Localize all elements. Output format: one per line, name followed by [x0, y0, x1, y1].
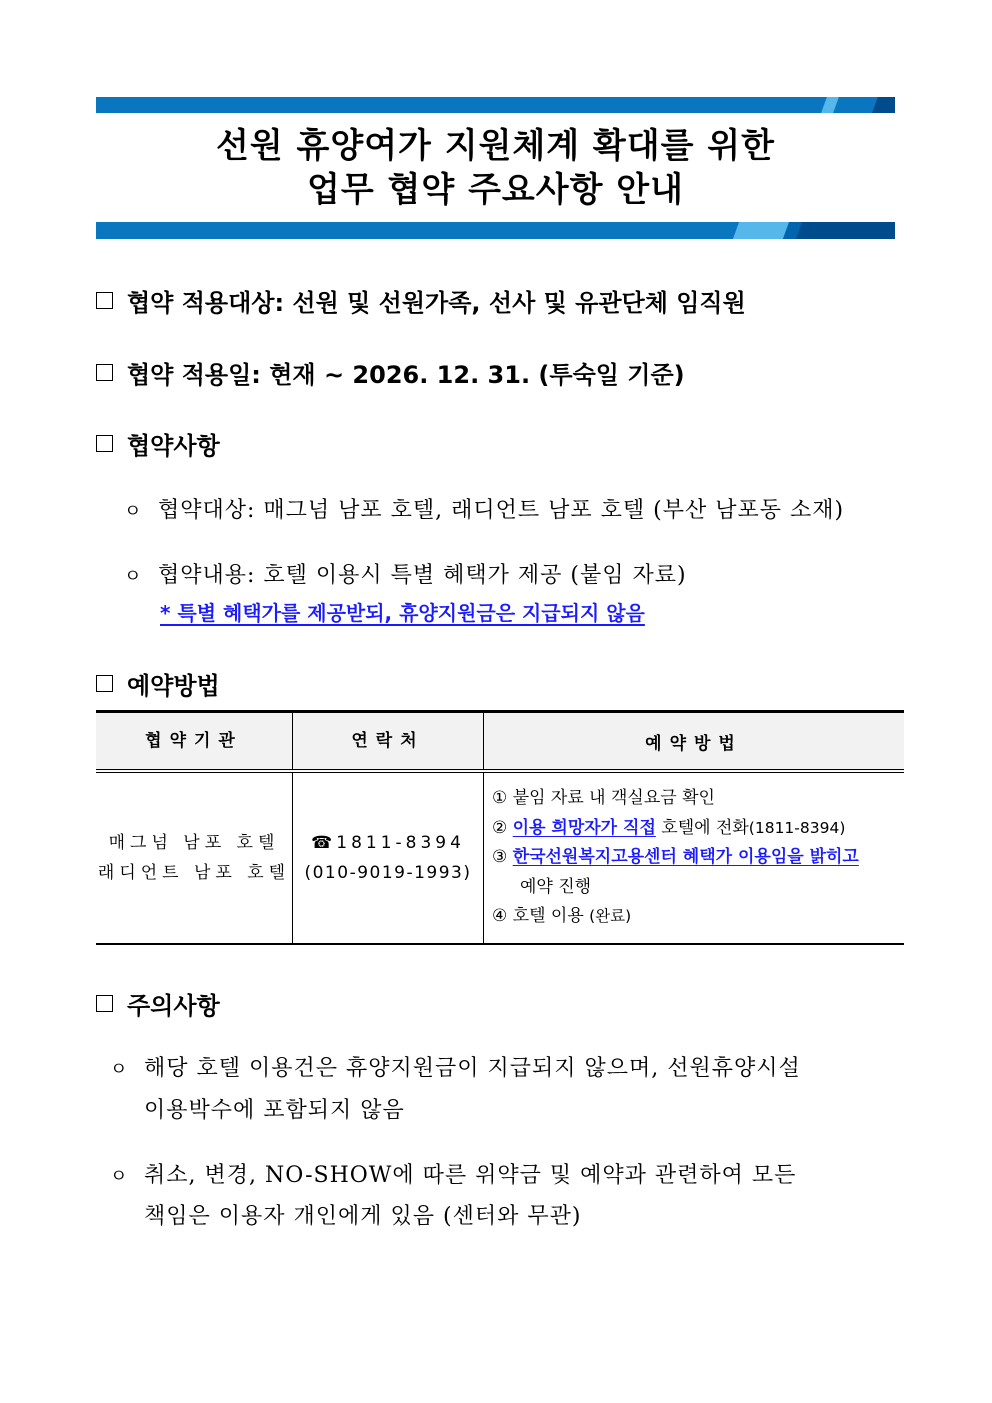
step-3: [492, 843, 903, 873]
heading-text: 주의사항: [127, 992, 220, 1020]
caution-item-2-line2: 책임은 이용자 개인에게 있음 (센터와 무관): [144, 1204, 582, 1229]
header-top-band: [96, 97, 895, 113]
section-agreement-heading: [96, 426, 220, 461]
section-caution-heading: [96, 986, 220, 1021]
cell-contact: [293, 771, 484, 944]
section-target-text: 협약 적용대상: 선원 및 선원가족, 선사 및 유관단체 임직원: [127, 289, 746, 317]
bullet-circle-icon: ㅇ: [110, 1166, 129, 1187]
agreement-item-1: [124, 493, 844, 524]
step-highlight: 이용 희망자가 직접: [512, 817, 656, 838]
checkbox-square-icon: [96, 995, 113, 1012]
heading-text: 협약사항: [127, 432, 220, 460]
step-number: ②: [492, 817, 508, 838]
section-target: [96, 283, 746, 318]
col-contact: 연락처: [293, 712, 484, 772]
step-4: [492, 902, 903, 932]
step-2: [492, 814, 903, 844]
page-title-line1: 선원 휴양여가 지원체계 확대를 위한: [215, 126, 775, 166]
col-institution: 협약기관: [96, 712, 293, 772]
step-number: ①: [492, 788, 508, 809]
checkbox-square-icon: [96, 292, 113, 309]
phone-main: 1811-8394: [336, 833, 465, 853]
section-period: [96, 355, 685, 390]
institution-name: 래디언트 남포 호텔: [97, 863, 291, 883]
checkbox-square-icon: [96, 435, 113, 452]
step-text: 호텔에 전화: [655, 817, 749, 838]
table-header-row: [96, 712, 904, 772]
caution-item-2: [110, 1158, 796, 1189]
agreement-item-text: 협약대상: 매그넘 남포 호텔, 래디언트 남포 호텔 (부산 남포동 소재): [158, 498, 845, 523]
step-phone: (1811-8394): [748, 818, 846, 837]
agreement-item-text: 협약내용: 호텔 이용시 특별 혜택가 제공 (붙임 자료): [158, 563, 687, 588]
step-highlight: 한국선원복지고용센터 혜택가 이용임을 밝히고: [512, 847, 859, 868]
col-method: 예약방법: [484, 712, 905, 772]
institution-name: 매그넘 남포 호텔: [108, 833, 280, 853]
cell-steps: [484, 771, 905, 944]
section-period-text: 협약 적용일: 현재 ~ 2026. 12. 31. (투숙일 기준): [127, 361, 685, 389]
checkbox-square-icon: [96, 675, 113, 692]
bullet-circle-icon: ㅇ: [110, 1059, 129, 1080]
step-number: ④: [492, 906, 508, 927]
step-status: (완료): [589, 907, 632, 926]
caution-item-1-line2: 이용박수에 포함되지 않음: [144, 1098, 405, 1123]
caution-text: 취소, 변경, NO-SHOW에 따른 위약금 및 예약과 관련하여 모든: [144, 1163, 797, 1188]
section-reservation-heading: [96, 666, 220, 701]
header-bottom-band: [96, 222, 895, 239]
step-text: 붙임 자료 내 객실요금 확인: [512, 788, 715, 809]
agreement-item-2: [124, 558, 687, 589]
reservation-table: [96, 710, 904, 945]
table-row: [96, 771, 904, 944]
agreement-note: * 특별 혜택가를 제공받되, 휴양지원금은 지급되지 않음: [160, 601, 645, 625]
checkbox-square-icon: [96, 364, 113, 381]
step-1: [492, 784, 903, 814]
step-number: ③: [492, 847, 508, 868]
step-text: 호텔 이용: [512, 906, 590, 927]
page-title-line2: 업무 협약 주요사항 안내: [307, 170, 684, 210]
caution-item-1: [110, 1051, 801, 1082]
bullet-circle-icon: ㅇ: [124, 566, 143, 587]
heading-text: 예약방법: [127, 672, 220, 700]
caution-text: 해당 호텔 이용건은 휴양지원금이 지급되지 않으며, 선원휴양시설: [144, 1056, 801, 1081]
step-3-continued: 예약 진행: [520, 876, 592, 897]
phone-sub: (010-9019-1993): [304, 863, 472, 883]
phone-icon: ☎: [311, 833, 337, 853]
bullet-circle-icon: ㅇ: [124, 501, 143, 522]
cell-institutions: [96, 771, 293, 944]
